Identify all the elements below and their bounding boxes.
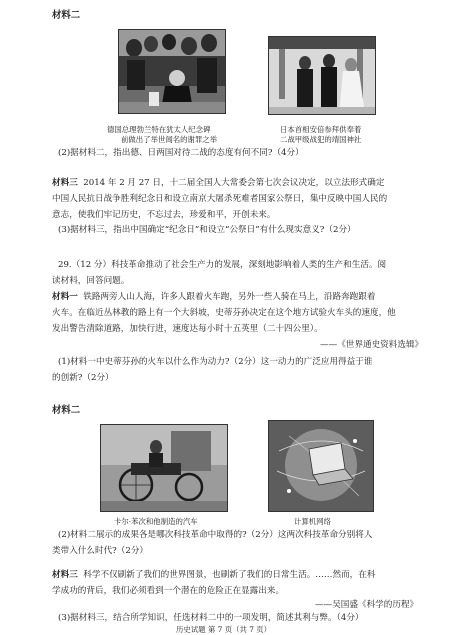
material-3-line3: 意志，使我们牢记历史，不忘过去，珍爱和平，开创未来。 bbox=[52, 210, 276, 220]
photo-computer-network bbox=[268, 420, 374, 512]
material-3b-source: ——吴国盛《科学的历程》 bbox=[315, 600, 419, 610]
material-1-line2: 火车。在临近丛林教的路上有一个大斜坡，史蒂芬孙决定在这个地方试验火车头的速度，他 bbox=[52, 308, 396, 318]
material-2b-title: 材料二 bbox=[52, 405, 81, 416]
question-1-line2: 的创新?（2分） bbox=[52, 373, 114, 383]
material-1-line3: 发出警告清除道路，加快行进，速度达每小时十五英里（二十四公里）。 bbox=[52, 324, 323, 334]
material-3b-label: 材料三 bbox=[52, 570, 78, 580]
material-3b-line2: 学成功的背后，我们必须看到一个潜在的危险正在显露出来。 bbox=[52, 586, 285, 596]
photo-abe-yasukuni bbox=[268, 36, 376, 115]
material-1-label: 材料一 bbox=[52, 292, 78, 302]
photo4-caption: 计算机网络 bbox=[294, 517, 331, 526]
photo-benz-car bbox=[100, 424, 228, 512]
question-2b-line1: (2)材料二展示的成果各是哪次科技革命中取得的?（2分）这两次科技革命分别将人 bbox=[58, 530, 373, 540]
question-29-line2: 读材料，回答问题。 bbox=[52, 276, 130, 286]
material-1-text-1: 铁路两旁人山人海，许多人跟着火车跑，另外一些人骑在马上，沿路奔跑跟着 bbox=[83, 292, 376, 302]
question-29-line1: 29.（12 分）科技革命推动了社会生产力的发展，深刻地影响着人类的生产和生活。阅 bbox=[58, 260, 387, 270]
photo1-caption-line2: 前做出了举世闻名的谢罪之举 bbox=[121, 135, 218, 144]
material-3b-text-1: 科学不仅刷新了我们的世界图景，也刷新了我们的日常生活。……然而，在科 bbox=[83, 570, 376, 580]
photo2-caption-line2: 二战甲级战犯的靖国神社 bbox=[280, 135, 362, 144]
question-2: (2)据材料二，指出德、日两国对待二战的态度有何不同?（4分） bbox=[58, 148, 304, 158]
material-3b-line1 bbox=[52, 570, 375, 581]
material-2-title: 材料二 bbox=[52, 10, 81, 21]
material-3-text-1: 2014 年 2 月 27 日，十二届全国人大常委会第七次会议决定，以立法形式确定 bbox=[83, 178, 385, 188]
material-3-line1 bbox=[52, 178, 384, 189]
material-3-line2: 中国人民抗日战争胜利纪念日和设立南京大屠杀死难者国家公祭日，集中反映中国人民的 bbox=[52, 194, 388, 204]
material-3-label: 材料三 bbox=[52, 178, 78, 188]
photo1-caption-line1: 德国总理勃兰特在犹太人纪念碑 bbox=[107, 125, 211, 134]
question-2b-line2: 类带入什么时代?（2分） bbox=[52, 546, 149, 556]
photo2-caption-line1: 日本首相安倍参拜供奉着 bbox=[280, 125, 362, 134]
material-1-line1 bbox=[52, 292, 375, 303]
material-1-source: ——《世界通史资料选辑》 bbox=[320, 340, 424, 350]
question-3: (3)据材料三，指出中国确定“纪念日”和设立“公祭日”有什么现实意义?（2分） bbox=[58, 225, 356, 235]
page-footer: 历史试题 第 7 页（共 7 页） bbox=[176, 625, 272, 634]
question-3b: (3)据材料三，结合所学知识，任选材料二中的一项发明，简述其利与弊。（4分） bbox=[58, 613, 364, 623]
photo3-caption: 卡尔·苯次和他制造的汽车 bbox=[114, 517, 198, 526]
photo-brandt-kneeling bbox=[118, 29, 226, 114]
question-1-line1: (1)材料一中史蒂芬孙的火车以什么作为动力?（2分）这一动力的广泛应用得益于谁 bbox=[58, 357, 373, 367]
